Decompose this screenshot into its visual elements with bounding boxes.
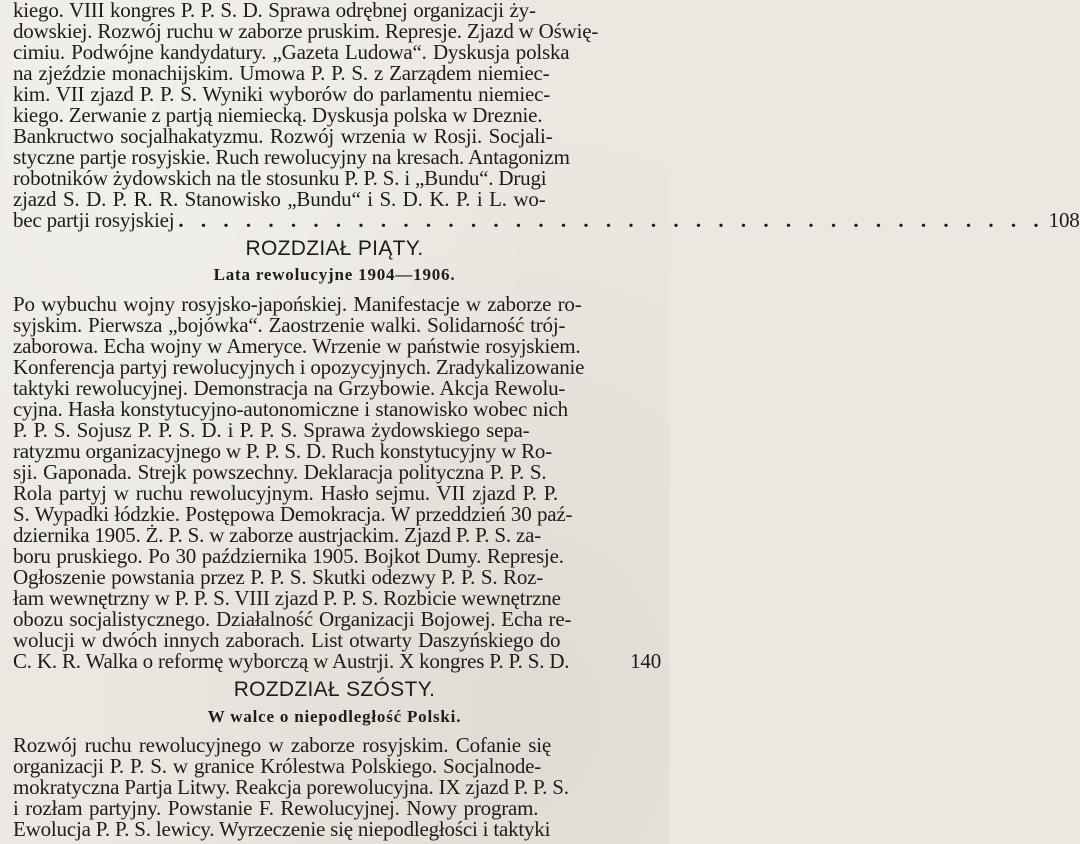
text-line: Konferencja partyj rewolucyjnych i opozycyjnych. Zradykalizowanie — [13, 355, 585, 379]
text-line: Bankructwo socjalhakatyzmu. Rozwój wrzenia w Rosji. Socjali- — [13, 124, 553, 148]
text-line: mokratyczna Partja Litwy. Reakcja porewolucyjna. IX zjazd P. P. S. — [13, 775, 569, 799]
dot-leader: . . . . . . . . . . . . . . . . . . . . . . . . . . . . . . . . . . . . . . . — [178, 208, 1045, 232]
text-line: dowskiej. Rozwój ruchu w zaborze pruskim. Represje. Zjazd w Oświę- — [13, 19, 599, 43]
chapter-heading: ROZDZIAŁ SZÓSTY. — [233, 678, 436, 701]
toc-last-line — [13, 651, 661, 672]
text-line: robotników żydowskich na tle stosunku P. P. S. i „Bundu“. Drugi — [13, 166, 547, 190]
text-line: zjazd S. D. P. R. R. Stanowisko „Bundu“ i S. D. K. P. i L. wo- — [13, 187, 546, 211]
text-line: Rola partyj w ruchu rewolucyjnym. Hasło sejmu. VII zjazd P. P. — [13, 481, 558, 505]
text-line: łam wewnętrzny w P. P. S. VIII zjazd P. P. S. Rozbicie wewnętrzne — [13, 586, 561, 610]
text-line: S. Wypadki łódzkie. Postępowa Demokracja. W przeddzień 30 paź- — [13, 502, 573, 526]
text-line: i rozłam partyjny. Powstanie F. Rewolucyjnej. Nowy program. — [13, 796, 539, 820]
page-number: 140 — [630, 649, 661, 673]
text-line: Rozwój ruchu rewolucyjnego w zaborze rosyjskim. Cofanie się — [13, 733, 552, 757]
text-line: cyjna. Hasła konstytucyjno-autonomiczne i stanowisko wobec nich — [13, 397, 568, 421]
text-line: wolucji w dwóch innych zaborach. List otwarty Daszyńskiego do — [13, 628, 561, 652]
page-number: 108 — [1048, 208, 1080, 232]
text-line: P. P. S. Sojusz P. P. S. D. i P. P. S. Sprawa żydowskiego sepa- — [13, 418, 530, 442]
text-line: kiego. Zerwanie z partją niemiecką. Dyskusja polska w Dreznie. — [13, 103, 543, 127]
text-line: organizacji P. P. S. w granice Królestwa Polskiego. Socjalnode- — [13, 754, 542, 778]
text-line: dziernika 1905. Ż. P. S. w zaborze austrjackim. Zjazd P. P. S. za- — [13, 523, 542, 547]
text-line: kiego. VIII kongres P. P. S. D. Sprawa odrębnej organizacji ży- — [13, 0, 536, 22]
text-line: cimiu. Podwójne kandydatury. „Gazeta Ludowa“. Dyskusja polska — [13, 40, 570, 64]
text-line: na zjeździe monachijskim. Umowa P. P. S. z Zarządem niemiec- — [13, 61, 550, 85]
text-line: boru pruskiego. Po 30 października 1905. Bojkot Dumy. Represje. — [13, 544, 564, 568]
text-line: C. K. R. Walka o reformę wyborczą w Austrji. X kongres P. P. S. D. — [13, 649, 570, 673]
text-line: Ewolucja P. P. S. lewicy. Wyrzeczenie się niepodległości i taktyki — [13, 817, 551, 841]
chapter-heading: ROZDZIAŁ PIĄTY. — [245, 237, 424, 260]
text-line: styczne partje rosyjskie. Ruch rewolucyjny na kresach. Antagonizm — [13, 145, 570, 169]
text-line: sji. Gaponada. Strejk powszechny. Deklaracja polityczna P. P. S. — [13, 460, 547, 484]
text-line: bec partji rosyjskiej — [13, 208, 175, 232]
chapter-subtitle: W walce o niepodległość Polski. — [207, 707, 462, 726]
chapter-subtitle: Lata rewolucyjne 1904—1906. — [213, 265, 456, 284]
text-line: obozu socjalistycznego. Działalność Organizacji Bojowej. Echa re- — [13, 607, 572, 631]
text-line: Po wybuchu wojny rosyjsko-japońskiej. Manifestacje w zaborze ro- — [13, 292, 582, 316]
text-line: ratyzmu organizacyjnego w P. P. S. D. Ruch konstytucyjny w Ro- — [13, 439, 552, 463]
text-line: zaborowa. Echa wojny w Ameryce. Wrzenie w państwie rosyjskiem. — [13, 334, 581, 358]
toc-last-line — [13, 208, 1080, 232]
text-line: taktyki rewolucyjnej. Demonstracja na Grzybowie. Akcja Rewolu- — [13, 376, 566, 400]
text-line: Ogłoszenie powstania przez P. P. S. Skutki odezwy P. P. S. Roz- — [13, 565, 544, 589]
text-line: kim. VII zjazd P. P. S. Wyniki wyborów do parlamentu niemiec- — [13, 82, 551, 106]
text-line: syjskim. Pierwsza „bojówka“. Zaostrzenie walki. Solidarność trój- — [13, 313, 566, 337]
